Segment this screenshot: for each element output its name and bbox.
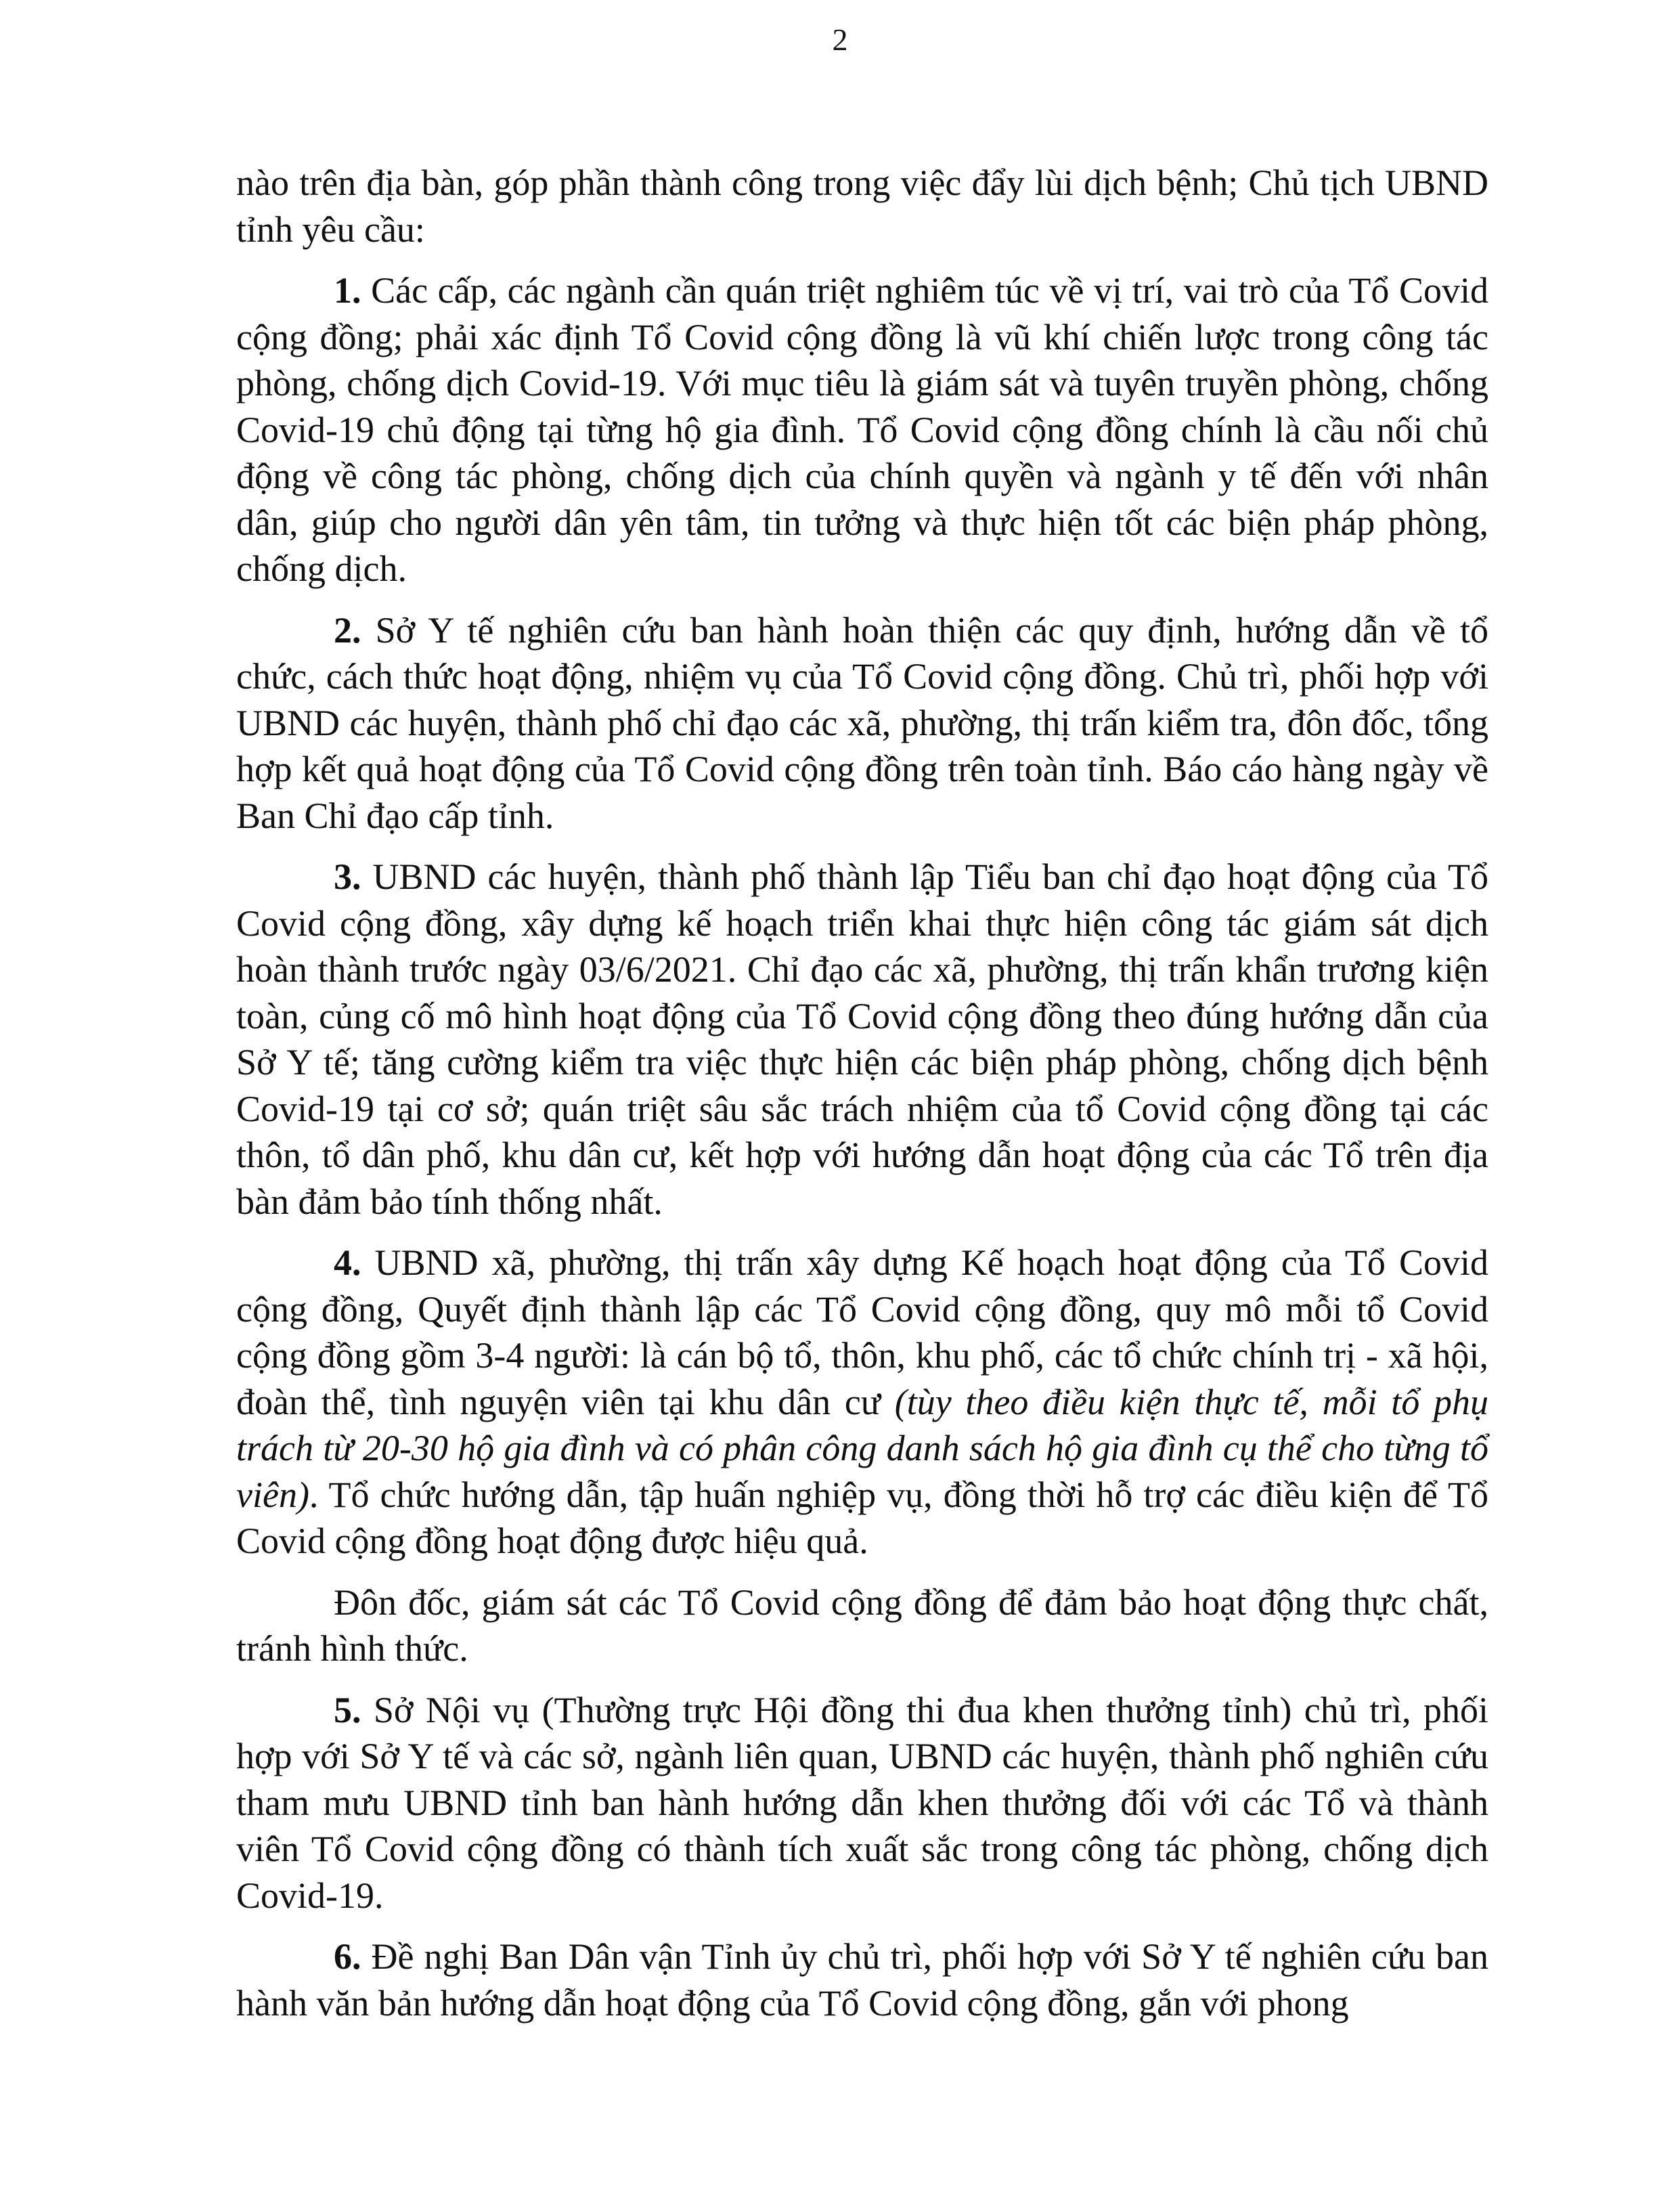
item-number-4: 4. [334, 1242, 361, 1283]
paragraph-2-text: Sở Y tế nghiên cứu ban hành hoàn thiện các quy định, hướng dẫn về tổ chức, cách thức hoạt động, nhiệm vụ của Tổ Covid cộng đồng. Chủ trì, phối hợp với UBND các huyện, thành phố chỉ đạo các xã, phường, thị trấn kiểm tra, đôn đốc, tổng hợp kết quả hoạt động của Tổ Covid cộng đồng trên toàn tỉnh. Báo cáo hàng ngày về Ban Chỉ đạo cấp tỉnh. [236, 609, 1488, 836]
document-body [236, 160, 1488, 2041]
paragraph-4b: Đôn đốc, giám sát các Tổ Covid cộng đồng để đảm bảo hoạt động thực chất, tránh hình thức. [236, 1581, 1488, 1669]
item-number-3: 3. [334, 856, 361, 897]
item-number-1: 1. [334, 270, 361, 311]
paragraph-1-text: Các cấp, các ngành cần quán triệt nghiêm túc về vị trí, vai trò của Tổ Covid cộng đồng; phải xác định Tổ Covid cộng đồng là vũ khí chiến lược trong công tác phòng, chống dịch Covid-19. Với mục tiêu là giám sát và tuyên truyền phòng, chống Covid-19 chủ động tại từng hộ gia đình. Tổ Covid cộng đồng chính là cầu nối chủ động về công tác phòng, chống dịch của chính quyền và ngành y tế đến với nhân dân, giúp cho người dân yên tâm, tin tưởng và thực hiện tốt các biện pháp phòng, chống dịch. [236, 270, 1488, 589]
page-number: 2 [832, 22, 848, 57]
paragraph-intro: nào trên địa bàn, góp phần thành công trong việc đẩy lùi dịch bệnh; Chủ tịch UBND tỉnh yêu cầu: [236, 162, 1488, 250]
paragraph-3 [236, 854, 1488, 1225]
paragraph-4-text-before: UBND xã, phường, thị trấn xây dựng Kế hoạch hoạt động của Tổ Covid cộng đồng, Quyết định thành lập các Tổ Covid cộng đồng, quy mô mỗi tổ Covid cộng đồng gồm 3-4 người: là cán bộ tổ, thôn, khu phố, các tổ chức chính trị - xã hội, đoàn thể, tình nguyện viên tại khu dân cư [236, 1242, 1488, 1422]
paragraph-5-text: Sở Nội vụ (Thường trực Hội đồng thi đua khen thưởng tỉnh) chủ trì, phối hợp với Sở Y tế và các sở, ngành liên quan, UBND các huyện, thành phố nghiên cứu tham mưu UBND tỉnh ban hành hướng dẫn khen thưởng đối với các Tổ và thành viên Tổ Covid cộng đồng có thành tích xuất sắc trong công tác phòng, chống dịch Covid-19. [236, 1689, 1488, 1916]
item-number-5: 5. [334, 1689, 361, 1730]
paragraph-5 [236, 1687, 1488, 1919]
paragraph-4-italic-note: (tùy theo điều kiện thực tế, mỗi tổ phụ trách từ 20-30 hộ gia đình và có phân công danh sách hộ gia đình cụ thể cho từng tổ viên) [236, 1381, 1489, 1515]
paragraph-6 [236, 1933, 1488, 2026]
item-number-6: 6. [334, 1936, 361, 1977]
paragraph-2 [236, 607, 1488, 839]
paragraph-4-text-after: . Tổ chức hướng dẫn, tập huấn nghiệp vụ, đồng thời hỗ trợ các điều kiện để Tổ Covid cộng đồng hoạt động được hiệu quả. [236, 1474, 1488, 1561]
paragraph-6-text: Đề nghị Ban Dân vận Tỉnh ủy chủ trì, phối hợp với Sở Y tế nghiên cứu ban hành văn bản hướng dẫn hoạt động của Tổ Covid cộng đồng, gắn với phong [236, 1936, 1488, 2024]
paragraph-1 [236, 267, 1488, 592]
item-number-2: 2. [334, 609, 361, 651]
paragraph-4 [236, 1240, 1488, 1565]
paragraph-3-text: UBND các huyện, thành phố thành lập Tiểu ban chỉ đạo hoạt động của Tổ Covid cộng đồng, xây dựng kế hoạch triển khai thực hiện công tác giám sát dịch hoàn thành trước ngày 03/6/2021. Chỉ đạo các xã, phường, thị trấn khẩn trương kiện toàn, củng cố mô hình hoạt động của Tổ Covid cộng đồng theo đúng hướng dẫn của Sở Y tế; tăng cường kiểm tra việc thực hiện các biện pháp phòng, chống dịch bệnh Covid-19 tại cơ sở; quán triệt sâu sắc trách nhiệm của tổ Covid cộng đồng tại các thôn, tổ dân phố, khu dân cư, kết hợp với hướng dẫn hoạt động của các Tổ trên địa bàn đảm bảo tính thống nhất. [236, 856, 1488, 1222]
